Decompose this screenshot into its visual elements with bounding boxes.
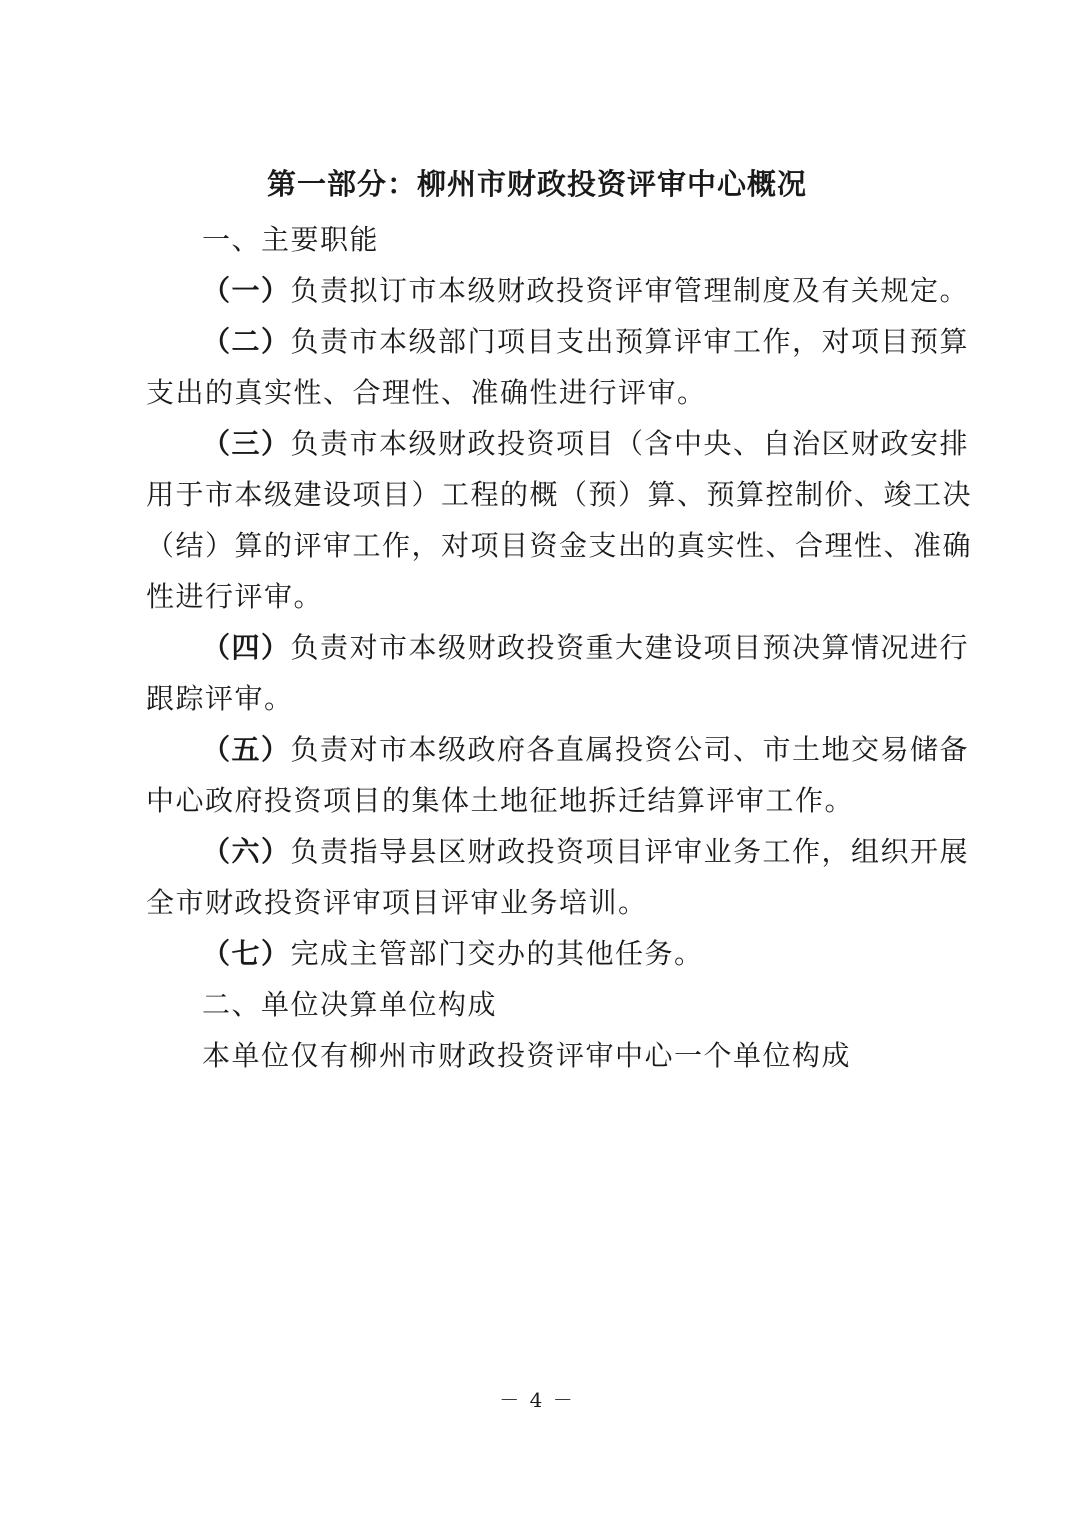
unit-composition-text: 本单位仅有柳州市财政投资评审中心一个单位构成 [202,1039,852,1072]
item-text: 完成主管部门交办的其他任务。 [290,937,704,970]
page-title: 第一部分：柳州市财政投资评审中心概况 [266,167,807,201]
item-number: （一） [202,274,291,307]
function-item-4 [146,622,976,724]
item-number: （六） [202,835,291,868]
function-item-2 [146,316,976,418]
item-number: （七） [202,937,291,970]
item-number: （三） [202,427,291,460]
item-text: 负责市本级财政投资项目（含中央、自治区财政安排用于市本级建设项目）工程的概（预）算、预算控制价、竣工决（结）算的评审工作，对项目资金支出的真实性、合理性、准确性进行评审。 [146,427,973,613]
section-heading-main-functions: 一、主要职能 [202,223,380,256]
function-item-1 [146,265,976,316]
item-number: （二） [202,325,291,358]
function-item-5 [146,724,976,826]
function-item-7 [146,928,976,979]
function-item-3 [146,418,976,622]
item-text: 负责市本级部门项目支出预算评审工作，对项目预算支出的真实性、合理性、准确性进行评审。 [146,325,970,409]
item-number: （五） [202,733,291,766]
item-text: 负责指导县区财政投资项目评审业务工作，组织开展全市财政投资评审项目评审业务培训。 [146,835,970,919]
document-body [146,214,976,1081]
item-text: 负责对市本级政府各直属投资公司、市土地交易储备中心政府投资项目的集体土地征地拆迁结算评审工作。 [146,733,970,817]
item-text: 负责对市本级财政投资重大建设项目预决算情况进行跟踪评审。 [146,631,970,715]
item-number: （四） [202,631,291,664]
section-heading-unit-composition: 二、单位决算单位构成 [202,988,498,1021]
function-item-6 [146,826,976,928]
item-text: 负责拟订市本级财政投资评审管理制度及有关规定。 [290,274,970,307]
page-number: － 4 － [499,1388,575,1412]
